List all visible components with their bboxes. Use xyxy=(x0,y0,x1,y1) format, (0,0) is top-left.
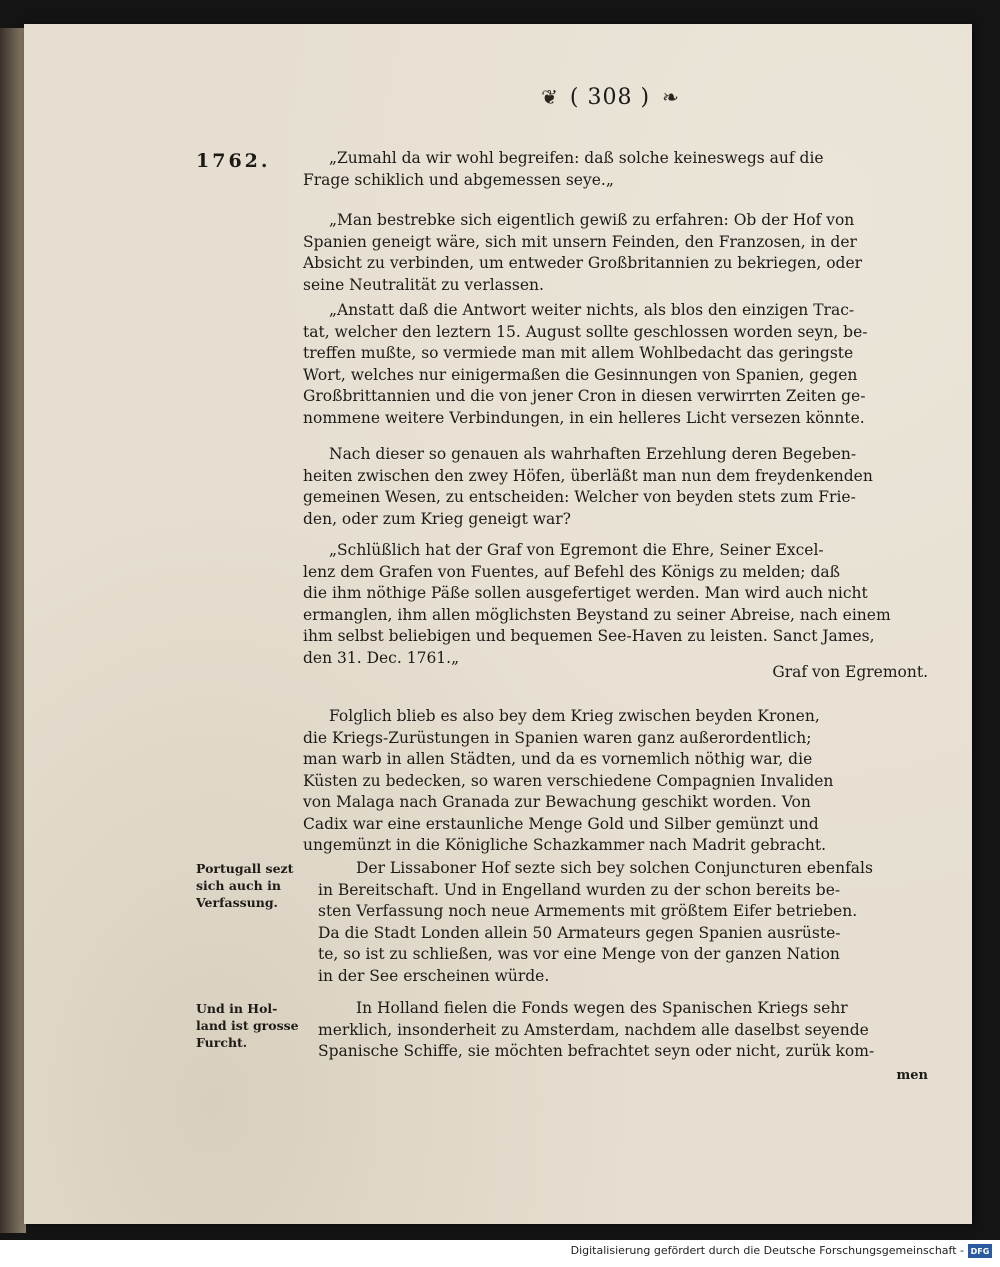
paragraph-7: Der Lissaboner Hof sezte sich bey solchen Conjuncturen ebenfals in Bereitschaft. Und in Engelland wurden zu der schon bereits be- sten Verfassung noch neue Armements mit größtem Eifer betrieben. Da die Stadt Londen allein 50 Armateurs gegen Spanien ausrüste- te, so ist zu schließen, was vor eine Menge von der ganzen Nation in der See erscheinen würde. xyxy=(318,859,873,985)
footer-credit: Digitalisierung gefördert durch die Deutsche Forschungsgemeinschaft - xyxy=(570,1244,964,1257)
paragraph-2: „Man bestrebke sich eigentlich gewiß zu erfahren: Ob der Hof von Spanien geneigt wäre, sich mit unsern Feinden, den Franzosen, in der Absicht zu verbinden, um entweder Großbritannien zu bekriegen, oder seine Neutralität zu verlassen. xyxy=(303,211,863,294)
ornament-right-icon: ❧ xyxy=(662,85,679,109)
paragraph-5: „Schlüßlich hat der Graf von Egremont die Ehre, Seiner Excel- lenz dem Grafen von Fuentes, auf Befehl des Königs zu melden; daß die ihm nöthige Päße sollen ausgefertiget werden. Man wird auch nicht ermanglen, ihm allen möglichsten Beystand zu seiner Abreise, nach einem ihm selbst beliebigen und bequemen See-Haven zu leisten. Sanct James, den 31. Dec. 1761.„ xyxy=(303,541,891,667)
margin-year: 1762. xyxy=(196,150,271,172)
ornament-left-icon: ❦ xyxy=(541,85,558,109)
side-note-holland: Und in Hol- land ist grosse Furcht. xyxy=(196,1001,299,1050)
side-note-portugal: Portugall sezt sich auch in Verfassung. xyxy=(196,861,294,910)
page-number: ( 308 ) xyxy=(569,84,651,110)
paragraph-6: Folglich blieb es also bey dem Krieg zwischen beyden Kronen, die Kriegs-Zurüstungen in Spanien waren ganz außerordentlich; man warb in allen Städten, und da es vornemlich nöthig war, die Küsten zu bedecken, so waren verschiedene Compagnien Invaliden von Malaga nach Granada zur Bewachung geschikt worden. Von Cadix war eine erstaunliche Menge Gold und Silber gemünzt und ungemünzt in die Königliche Schazkammer nach Madrit gebracht. xyxy=(303,707,834,854)
paragraph-4: Nach dieser so genauen als wahrhaften Erzehlung deren Begeben- heiten zwischen den zwey Höfen, überläßt man nun dem freydenkenden gemeinen Wesen, zu entscheiden: Welcher von beyden stets zum Frie- den, oder zum Krieg geneigt war? xyxy=(303,445,873,528)
dfg-logo[interactable]: DFG xyxy=(968,1244,992,1258)
signature: Graf von Egremont. xyxy=(772,663,928,681)
paragraph-1: „Zumahl da wir wohl begreifen: daß solche keineswegs auf die Frage schiklich und abgemessen seye.„ xyxy=(303,149,824,189)
paragraph-8: In Holland fielen die Fonds wegen des Spanischen Kriegs sehr merklich, insonderheit zu Amsterdam, nachdem alle daselbst seyende Spanische Schiffe, sie möchten befrachtet seyn oder nicht, zurük kom- xyxy=(318,999,875,1060)
page-header xyxy=(470,82,750,112)
catchword: men xyxy=(896,1068,928,1083)
paragraph-3: „Anstatt daß die Antwort weiter nichts, als blos den einzigen Trac- tat, welcher den leztern 15. August sollte geschlossen worden seyn, be- treffen mußte, so vermiede man mit allem Wohlbedacht das geringste Wort, welches nur einigermaßen die Gesinnungen von Spanien, gegen Großbrittannien und die von jener Cron in diesen verwirrten Zeiten ge- nommene weitere Verbindungen, in ein helleres Licht versezen könnte. xyxy=(303,301,868,427)
page-edge-shadow xyxy=(0,28,26,1233)
